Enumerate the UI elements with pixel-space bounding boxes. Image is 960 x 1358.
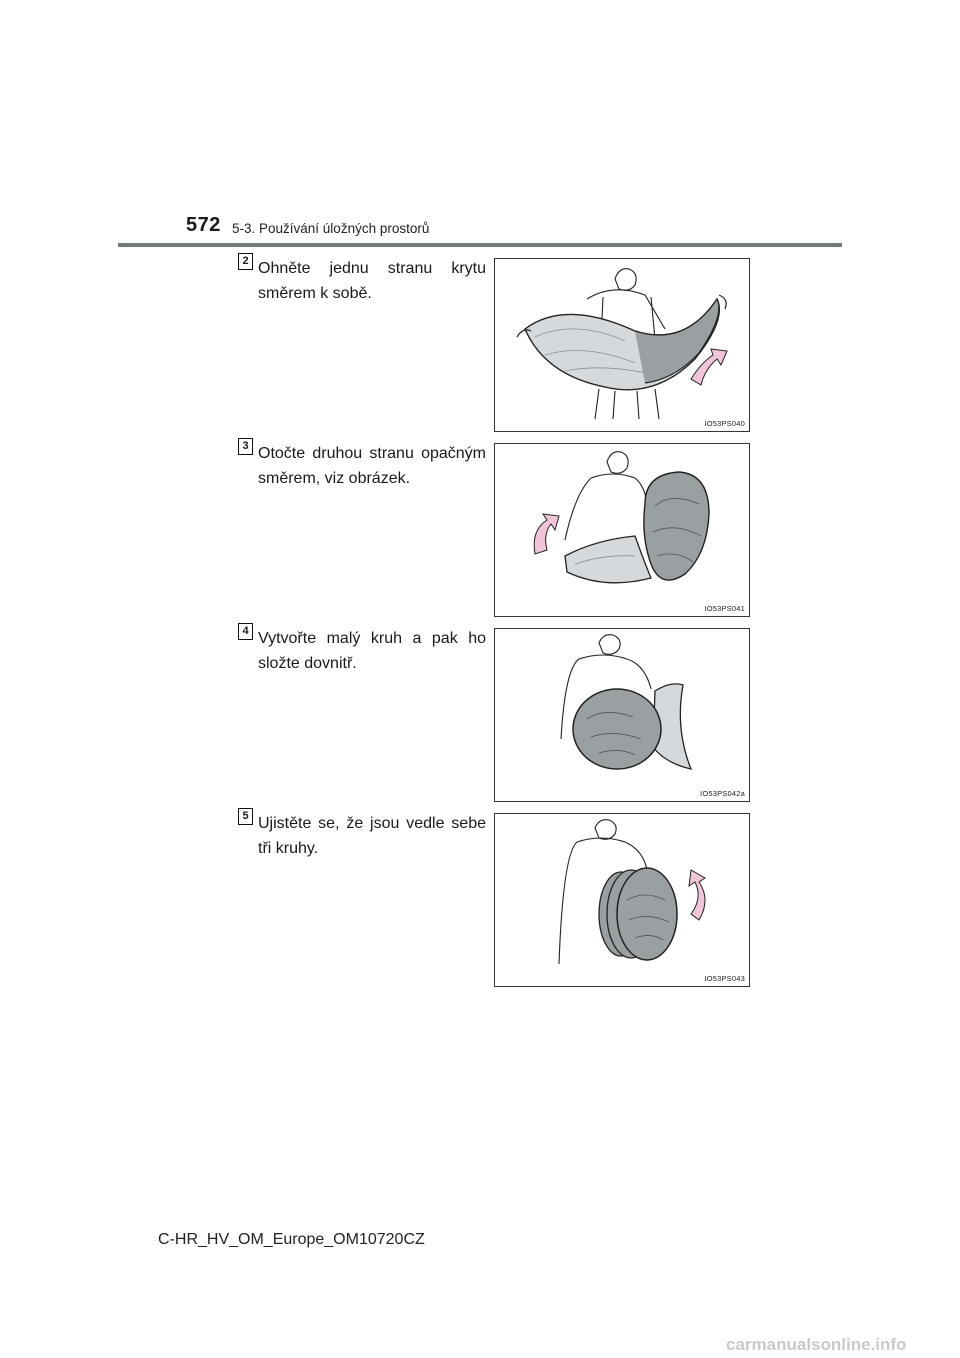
watermark: carmanualsonline.info [726, 1335, 907, 1354]
step-number: 3 [238, 438, 253, 455]
figure-code: IO53PS041 [704, 604, 745, 613]
step-number: 5 [238, 808, 253, 825]
step-text: Ohněte jednu stranu krytu směrem k sobě. [258, 260, 486, 302]
folding-cover-illustration [495, 259, 749, 431]
figure-code: IO53PS042a [700, 789, 745, 798]
three-circles-illustration [495, 814, 749, 986]
step-number: 4 [238, 623, 253, 640]
step-text: Ujistěte se, že jsou vedle sebe tři kruhy. [258, 815, 486, 857]
step-number: 2 [238, 253, 253, 270]
figure-code: IO53PS043 [704, 974, 745, 983]
document-code: C-HR_HV_OM_Europe_OM10720CZ [158, 1231, 425, 1248]
header-rule [118, 243, 842, 247]
section-title: 5-3. Používání úložných prostorů [232, 221, 430, 236]
step-4-illustration [494, 628, 750, 802]
small-circle-illustration [495, 629, 749, 801]
step-text: Vytvořte malý kruh a pak ho složte dovnitř. [258, 630, 486, 672]
page-number: 572 [186, 214, 221, 236]
figure-code: IO53PS040 [704, 419, 745, 428]
step-2-illustration [494, 258, 750, 432]
twisting-cover-illustration [495, 444, 749, 616]
step-5-illustration [494, 813, 750, 987]
step-text: Otočte druhou stranu opačným směrem, viz obrázek. [258, 445, 486, 487]
step-3-illustration [494, 443, 750, 617]
